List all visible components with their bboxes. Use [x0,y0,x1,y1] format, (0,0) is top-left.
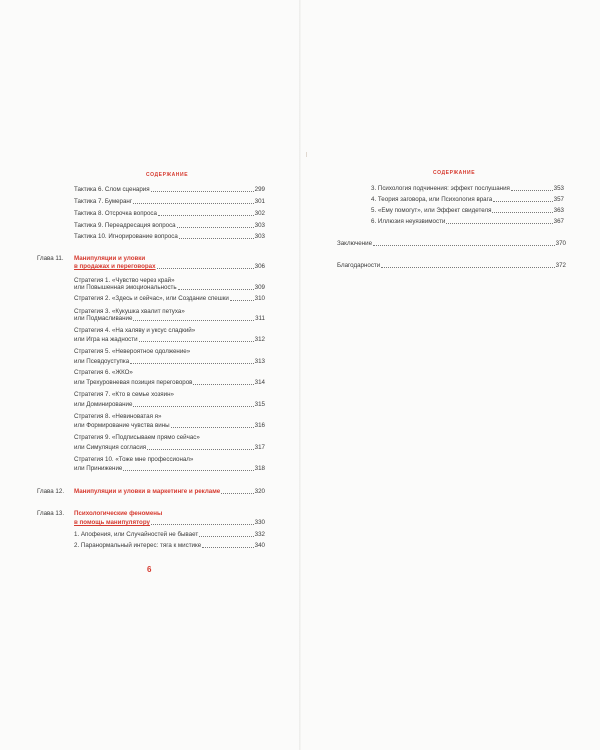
toc-page: 303 [254,233,265,240]
dot-leader [130,358,253,364]
dot-leader [179,233,254,239]
dot-leader [133,315,254,321]
toc-row[interactable] [74,186,265,194]
chapter-title: Манипуляции и уловки в маркетинге и рекламе [74,488,221,495]
dot-leader [446,218,552,224]
dot-leader [493,196,552,202]
dot-leader [373,240,555,246]
toc-title: 3. Психология подчинения: эффект послушания [371,185,510,192]
toc-title: или Симуляция согласия [74,444,147,451]
toc-title[interactable]: Стратегия 1. «Чувство через край» [74,277,175,284]
toc-page: 312 [254,336,265,343]
toc-title: 4. Теория заговора, или Психология врага [371,196,493,203]
toc-row[interactable] [371,218,564,226]
dot-leader [147,444,254,450]
dot-leader [151,519,254,525]
dot-leader [171,422,254,428]
toc-title: или Игра на жадности [74,336,138,343]
dot-leader [230,295,254,301]
toc-page: 303 [254,222,265,229]
toc-title: или Повышенная эмоциональность [74,284,177,291]
toc-page: 309 [254,284,265,291]
toc-title: Тактика 7. Бумеранг [74,198,133,205]
page-mark [306,152,307,157]
dot-leader [193,379,253,385]
toc-title: 6. Иллюзия неуязвимости [371,218,446,225]
toc-title[interactable]: Стратегия 3. «Кукушка хвалит петуха» [74,308,185,315]
chapter-title[interactable]: Психологические феномены [74,510,163,517]
toc-page: 370 [555,240,566,247]
dot-leader [178,284,254,290]
left-page-header: СОДЕРЖАНИЕ [146,172,189,178]
toc-title: или Трехуровневая позиция переговоров [74,379,193,386]
dot-leader [221,488,253,494]
toc-title: 5. «Ему помогут», или Эффект свидетеля [371,207,492,214]
chapter-title: в продажах и переговорах [74,263,156,270]
toc-page: 313 [254,358,265,365]
dot-leader [151,186,254,192]
toc-page: 299 [254,186,265,193]
toc-page: 318 [254,465,265,472]
chapter-label: Глава 13. [37,510,65,517]
toc-row[interactable] [74,358,265,366]
toc-title[interactable]: Стратегия 8. «Невиноватая я» [74,413,162,420]
toc-page: 320 [254,488,265,495]
toc-title: или Доминирование [74,401,133,408]
toc-title: или Формирование чувства вины [74,422,170,429]
toc-title: или Псевдоуступка [74,358,130,365]
toc-page: 314 [254,379,265,386]
toc-row[interactable] [74,233,265,241]
chapter-label: Глава 12. [37,488,65,495]
toc-title[interactable]: Стратегия 9. «Подписываем прямо сейчас» [74,434,200,441]
toc-row[interactable] [74,488,265,496]
dot-leader [133,198,254,204]
toc-page: 310 [254,295,265,302]
toc-row[interactable] [74,263,265,271]
toc-title[interactable]: Стратегия 7. «Кто в семье хозяин» [74,391,174,398]
dot-leader [381,262,554,268]
toc-page: 330 [254,519,265,526]
toc-row-conclusion[interactable] [337,240,566,248]
toc-title[interactable]: Стратегия 4. «На халяву и уксус сладкий» [74,327,196,334]
chapter-title: в помощь манипулятору [74,519,150,526]
toc-row[interactable] [371,185,564,193]
dot-leader [139,336,254,342]
toc-title[interactable]: Стратегия 5. «Невероятное одолжение» [74,348,191,355]
toc-title: Заключение [337,240,373,247]
toc-title: или Принижение [74,465,123,472]
toc-title[interactable]: Стратегия 10. «Тоже мне профессионал» [74,456,194,463]
dot-leader [123,465,253,471]
toc-row[interactable] [74,210,265,218]
toc-title: 1. Апофения, или Случайностей не бывает [74,531,199,538]
toc-row[interactable] [74,531,265,539]
toc-page: 317 [254,444,265,451]
toc-row[interactable] [74,465,265,473]
toc-title: Стратегия 2. «Здесь и сейчас», или Создание спешки [74,295,229,302]
toc-page: 372 [555,262,566,269]
toc-page: 353 [553,185,564,192]
dot-leader [158,210,254,216]
toc-title: 2. Паранормальный интерес: тяга к мистике [74,542,202,549]
toc-page: 306 [254,263,265,270]
toc-page: 311 [255,315,265,322]
toc-title: или Подмасливание [74,315,133,322]
toc-row[interactable] [74,444,265,452]
toc-row[interactable] [371,196,564,204]
toc-page: 301 [254,198,265,205]
page-number: 6 [147,565,152,574]
toc-row-thanks[interactable] [337,262,566,270]
toc-title: Тактика 6. Слом сценария [74,186,150,193]
toc-row[interactable] [74,542,265,550]
toc-page: 316 [254,422,265,429]
toc-row[interactable] [74,519,265,527]
toc-page: 363 [553,207,564,214]
right-page-header: СОДЕРЖАНИЕ [433,170,476,176]
dot-leader [133,401,253,407]
chapter-title[interactable]: Манипуляции и уловки [74,255,146,262]
toc-row[interactable] [74,379,265,387]
toc-row[interactable] [74,315,265,323]
toc-page: 302 [254,210,265,217]
toc-row[interactable] [74,336,265,344]
toc-row[interactable] [74,222,265,230]
dot-leader [202,542,253,548]
toc-row[interactable] [74,422,265,430]
toc-title: Тактика 9. Переадресация вопроса [74,222,176,229]
toc-row[interactable] [371,207,564,215]
toc-title: Благодарности [337,262,381,269]
toc-page: 315 [254,401,265,408]
toc-row[interactable] [74,295,265,303]
book-gutter [299,0,301,750]
toc-page: 367 [553,218,564,225]
dot-leader [199,531,254,537]
dot-leader [177,222,254,228]
toc-title: Тактика 8. Отсрочка вопроса [74,210,157,217]
dot-leader [157,263,254,269]
toc-title: Тактика 10. Игнорирование вопроса [74,233,178,240]
toc-page: 357 [553,196,564,203]
toc-title[interactable]: Стратегия 6. «ЖКО» [74,369,133,376]
toc-page: 332 [254,531,265,538]
toc-row[interactable] [74,401,265,409]
toc-row[interactable] [74,284,265,292]
toc-page: 340 [254,542,265,549]
dot-leader [492,207,552,213]
dot-leader [511,185,553,191]
toc-row[interactable] [74,198,265,206]
chapter-label: Глава 11. [37,255,64,262]
